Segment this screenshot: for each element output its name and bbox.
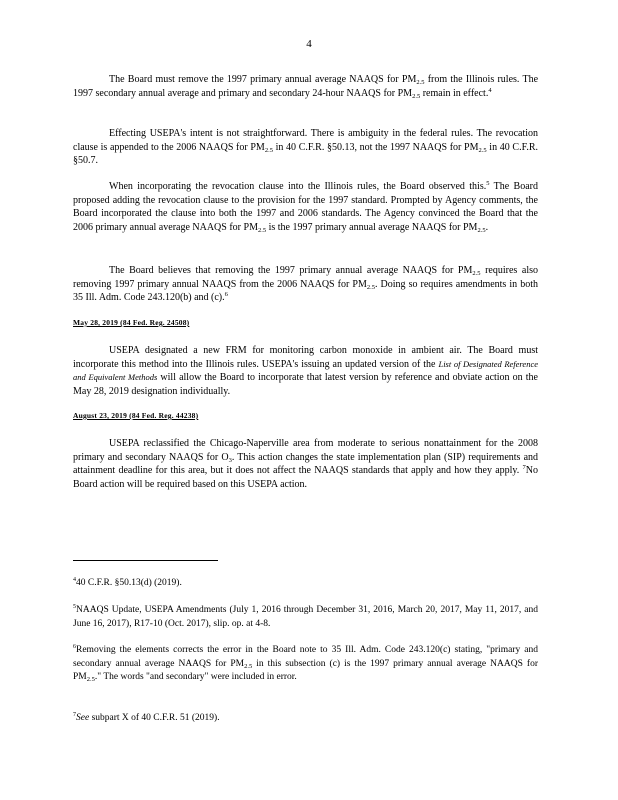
- footnote-6: $^6$Removing the elements corrects the error in the Board note to 35 Ill. Adm. Code 243.120(c) stating, "primary and secondary annual average NAAQS for $PM_{2.5}$ in this subsection (c) is the 1997 primary annual average NAAQS for $PM_{2.5}$." The words "and secondary" were included in error.: [73, 644, 538, 684]
- footnote-ref-7[interactable]: 7: [522, 464, 526, 472]
- paragraph-3: When incorporating the revocation clause into the Illinois rules, the Board observed this.$^5$ The Board proposed adding the revocation clause to the provision for the 1997 standard. Prompted by Agency comments, the Board incorporated the clause into both the 1997 and 2006 standards. The Agency convinced the Board that the 2006 primary annual average NAAQS for $PM_{2.5}$ is the 1997 primary annual average NAAQS for $PM_{2.5}$.: [73, 180, 538, 234]
- section-heading-may-2019: May 28, 2019 (84 Fed. Reg. 24508): [73, 318, 190, 327]
- document-title-italic: List of Designated Reference and Equivalent Methods: [73, 358, 538, 383]
- paragraph-2: Effecting USEPA's intent is not straightforward. There is ambiguity in the federal rules. The revocation clause is appended to the 2006 NAAQS for $PM_{2.5}$ in 40 C.F.R. §50.13, not the 1997 NAAQS for $PM_{2.5}$ in 40 C.F.R. §50.7.: [73, 128, 539, 167]
- footnote-ref-4[interactable]: 4: [488, 86, 492, 94]
- paragraph-1: The Board must remove the 1997 primary annual average NAAQS for $PM_{2.5}$ from the Illinois rules. The 1997 secondary annual average and primary and secondary 24-hour NAAQS for $PM_{2.5}$ remain in effect.$^4$: [73, 74, 539, 100]
- footnote-4: $^4$40 C.F.R. §50.13(d) (2019).: [73, 577, 182, 588]
- footnote-ref-6[interactable]: 6: [224, 291, 228, 299]
- paragraph-6: USEPA reclassified the Chicago-Naperville area from moderate to serious nonattainment for the 2008 primary and secondary NAAQS for $O_3$. This action changes the state implementation plan (SIP) requirements and attainment deadline for this area, but it does not affect the NAAQS standards that apply and how they apply. $^7$No Board action will be required based on this USEPA action.: [73, 438, 539, 490]
- footnote-ref-5[interactable]: 5: [486, 180, 490, 187]
- paragraph-4: The Board believes that removing the 1997 primary annual average NAAQS for $PM_{2.5}$ requires also removing 1997 primary annual NAAQS from the 2006 NAAQS for $PM_{2.5}$. Doing so requires amendments in both 35 Ill. Adm. Code 243.120(b) and (c).$^6$: [73, 265, 538, 304]
- footnote-divider: [73, 560, 218, 561]
- paragraph-5: USEPA designated a new FRM for monitoring carbon monoxide in ambient air. The Board must incorporate this method into the Illinois rules. USEPA's issuing an updated version of the List of Designated Reference and Equivalent Methods will allow the Board to incorporate that latest version by reference and obviate action on the May 28, 2019 designation individually.: [73, 345, 538, 397]
- page-number: 4: [306, 38, 312, 50]
- footnote-7: $^7$See subpart X of 40 C.F.R. 51 (2019).: [73, 712, 220, 723]
- footnote-5: $^5$NAAQS Update, USEPA Amendments (July 1, 2016 through December 31, 2016, March 20, 2017, May 11, 2017, and June 16, 2017), R17-10 (Oct. 2017), slip. op. at 4-8.: [73, 604, 538, 629]
- section-heading-august-2019: August 23, 2019 (84 Fed. Reg. 44238): [73, 411, 199, 420]
